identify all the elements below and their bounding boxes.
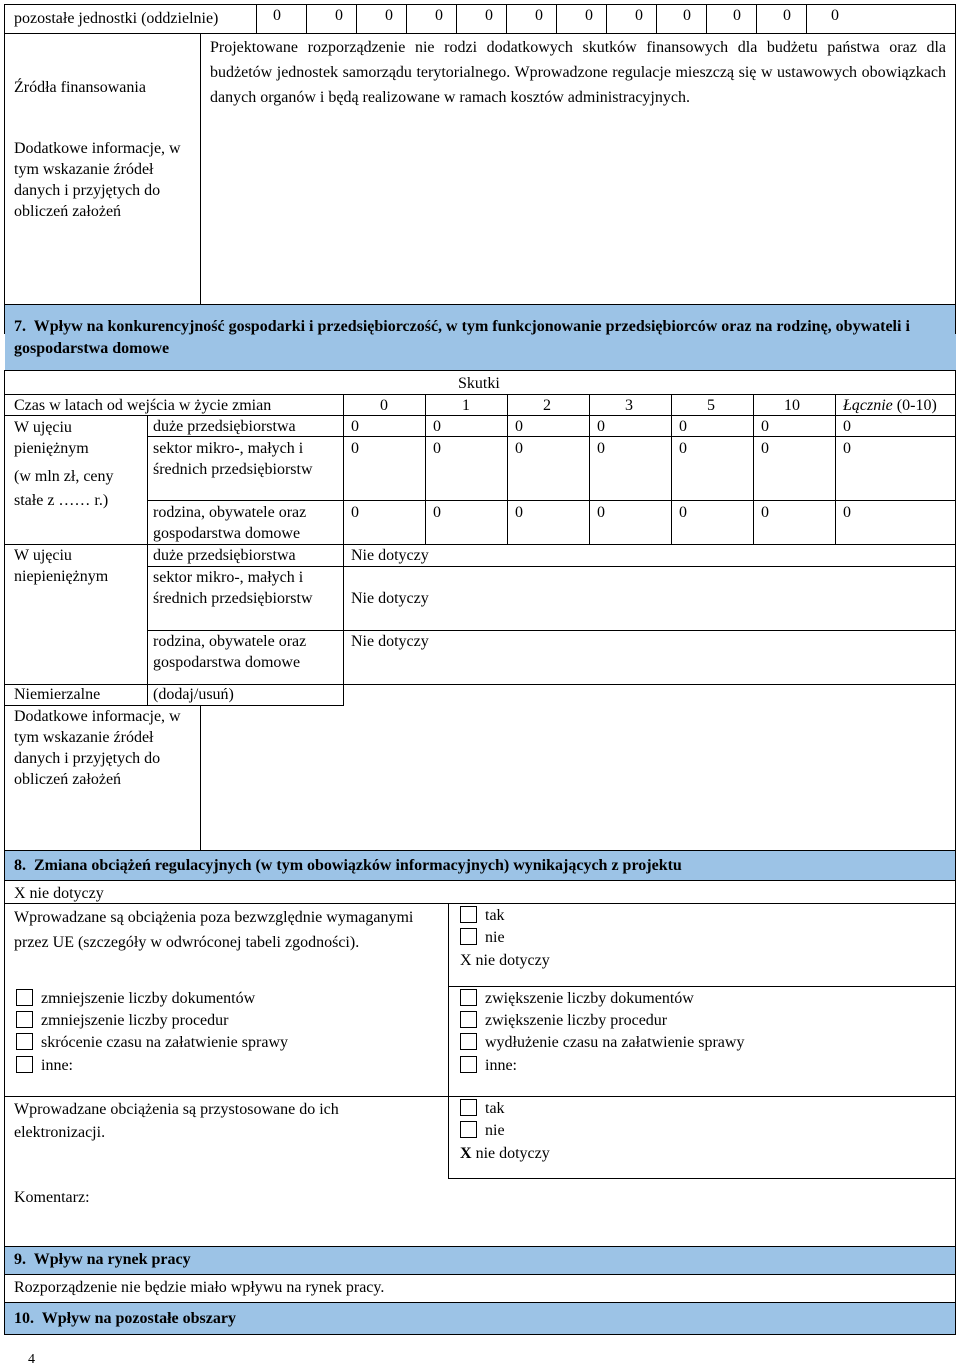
cell: 0	[433, 440, 441, 457]
top-value: 0	[683, 7, 691, 24]
cell: 0	[515, 418, 523, 435]
nm-value-households: Nie dotyczy	[351, 633, 429, 650]
total-italic: Łącznie	[843, 397, 893, 414]
yes-label: tak	[485, 907, 505, 924]
nm-value-large: Nie dotyczy	[351, 547, 429, 564]
financing-label: Źródła finansowania	[14, 79, 146, 96]
section8-number: 8.	[14, 857, 26, 874]
nm-label-large: duże przedsiębiorstwa	[153, 547, 296, 564]
section9-heading	[14, 1249, 191, 1270]
left-list-label: zmniejszenie liczby dokumentów	[41, 990, 256, 1007]
right-list-item[interactable]	[460, 1032, 744, 1054]
nonmonetary-label: W ujęciu niepieniężnym	[14, 547, 109, 585]
section7-number: 7.	[14, 318, 26, 335]
cell: 0	[679, 418, 687, 435]
left-list-item[interactable]	[16, 988, 255, 1010]
nm-label-households: rodzina, obywatele oraz gospodarstwa domowe	[153, 633, 307, 671]
left-list-item[interactable]	[16, 1055, 73, 1077]
cell: 0	[843, 504, 851, 521]
top-value: 0	[783, 7, 791, 24]
cell: 0	[515, 440, 523, 457]
cell: 0	[515, 504, 523, 521]
row-label-sme: sektor mikro-, małych i średnich przedsiębiorstw	[153, 440, 313, 478]
comment-label: Komentarz:	[14, 1189, 90, 1206]
nm-value-sme: Nie dotyczy	[351, 590, 429, 607]
financing-additional-label: Dodatkowe informacje, w tym wskazanie źródeł danych i przyjętych do obliczeń założeń	[14, 140, 181, 220]
cell: 0	[843, 418, 851, 435]
cell: 0	[597, 440, 605, 457]
section10-heading	[14, 1308, 236, 1329]
yes-label: tak	[485, 1100, 505, 1117]
unmeasurable-label: Niemierzalne	[14, 686, 101, 703]
year-header: 1	[462, 397, 470, 414]
cell: 0	[761, 418, 769, 435]
unmeasurable-value[interactable]: (dodaj/usuń)	[153, 686, 234, 703]
right-list-label: zwiększenie liczby dokumentów	[485, 990, 694, 1007]
top-value: 0	[733, 7, 741, 24]
year-header: 5	[707, 397, 715, 414]
year-header: 3	[625, 397, 633, 414]
right-list-item[interactable]	[460, 988, 694, 1010]
financing-text: Projektowane rozporządzenie nie rodzi dodatkowych skutków finansowych dla budżetu państwa oraz dla budżetów jednostek samorządu terytorialnego. Wprowadzone regulacje mieszczą się w ustawowych obowiązkach danych organów i będą realizowane w ramach kosztów administracyjnych.	[210, 39, 946, 106]
monetary-label: W ujęciu pieniężnym	[14, 419, 89, 457]
electronic-no-option[interactable]	[460, 1120, 505, 1142]
checkbox[interactable]	[16, 989, 33, 1006]
cell: 0	[351, 440, 359, 457]
checkbox[interactable]	[460, 1033, 477, 1050]
left-list-label: inne:	[41, 1057, 73, 1074]
year-header: 0	[380, 397, 388, 414]
time-label: Czas w latach od wejścia w życie zmian	[14, 397, 272, 414]
checkbox-yes[interactable]	[460, 906, 477, 923]
checkbox[interactable]	[460, 989, 477, 1006]
section7-title: Wpływ na konkurencyjność gospodarki i przedsiębiorczość, w tym funkcjonowanie przedsiębiorców oraz na rodzinę, obywateli i gospodarstwa domowe	[14, 318, 910, 357]
checkbox-no[interactable]	[460, 928, 477, 945]
left-list-label: skrócenie czasu na załatwienie sprawy	[41, 1034, 288, 1051]
checkbox-no[interactable]	[460, 1121, 477, 1138]
left-list-label: zmniejszenie liczby procedur	[41, 1012, 229, 1029]
checkbox[interactable]	[16, 1011, 33, 1028]
beyond-eu-text: Wprowadzane są obciążenia poza bezwzględnie wymaganymi przez UE (szczegóły w odwróconej tabeli zgodności).	[14, 909, 414, 951]
top-value: 0	[273, 7, 281, 24]
section7-additional-label: Dodatkowe informacje, w tym wskazanie źródeł danych i przyjętych do obliczeń założeń	[14, 708, 181, 788]
right-list-label: zwiększenie liczby procedur	[485, 1012, 668, 1029]
top-value: 0	[635, 7, 643, 24]
cell: 0	[761, 504, 769, 521]
page-number: 4	[28, 1352, 35, 1367]
right-list-label: wydłużenie czasu na załatwienie sprawy	[485, 1034, 745, 1051]
top-row-label: pozostałe jednostki (oddzielnie)	[14, 10, 219, 27]
left-list-item[interactable]	[16, 1032, 288, 1054]
cell: 0	[597, 418, 605, 435]
cell: 0	[597, 504, 605, 521]
monetary-unit: (w mln zł, ceny stałe z …… r.)	[14, 468, 114, 509]
total-range: (0-10)	[892, 397, 937, 414]
row-label-households: rodzina, obywatele oraz gospodarstwa domowe	[153, 504, 307, 542]
top-value: 0	[485, 7, 493, 24]
checkbox[interactable]	[460, 1056, 477, 1073]
cell: 0	[843, 440, 851, 457]
cell: 0	[761, 440, 769, 457]
x-mark: X	[460, 1145, 472, 1162]
cell: 0	[679, 504, 687, 521]
section9-text: Rozporządzenie nie będzie miało wpływu na rynek pracy.	[14, 1279, 385, 1296]
top-value: 0	[535, 7, 543, 24]
section8-title: Zmiana obciążeń regulacyjnych (w tym obowiązków informacyjnych) wynikających z projektu	[34, 857, 682, 874]
beyond-eu-no-option[interactable]	[460, 927, 505, 949]
checkbox-yes[interactable]	[460, 1099, 477, 1116]
cell: 0	[679, 440, 687, 457]
cell: 0	[351, 504, 359, 521]
no-label: nie	[485, 1122, 505, 1139]
top-value: 0	[335, 7, 343, 24]
checkbox[interactable]	[460, 1011, 477, 1028]
section10-title: Wpływ na pozostałe obszary	[41, 1310, 236, 1327]
nm-label-sme: sektor mikro-, małych i średnich przedsiębiorstw	[153, 569, 313, 607]
left-list-item[interactable]	[16, 1010, 228, 1032]
top-value: 0	[585, 7, 593, 24]
electronic-yes-option[interactable]	[460, 1098, 505, 1120]
section9-title: Wpływ na rynek pracy	[33, 1251, 191, 1268]
total-header	[843, 395, 937, 416]
row-label-large: duże przedsiębiorstwa	[153, 418, 296, 435]
na-label: nie dotyczy	[471, 1145, 550, 1162]
section7-heading	[14, 316, 948, 360]
cell: 0	[433, 418, 441, 435]
effects-label: Skutki	[458, 375, 500, 392]
right-list-item[interactable]	[460, 1055, 517, 1077]
electronic-text: Wprowadzane obciążenia są przystosowane do ich elektronizacji.	[14, 1101, 339, 1141]
top-value: 0	[385, 7, 393, 24]
top-value: 0	[435, 7, 443, 24]
beyond-eu-yes-option[interactable]	[460, 905, 505, 927]
checkbox[interactable]	[16, 1033, 33, 1050]
year-header: 10	[784, 397, 800, 414]
cell: 0	[351, 418, 359, 435]
no-label: nie	[485, 929, 505, 946]
section8-heading	[14, 855, 682, 876]
right-list-item[interactable]	[460, 1010, 667, 1032]
right-list-label: inne:	[485, 1057, 517, 1074]
section10-number: 10.	[14, 1310, 34, 1327]
year-header: 2	[543, 397, 551, 414]
section9-number: 9.	[14, 1251, 26, 1268]
electronic-na-option[interactable]	[460, 1143, 550, 1164]
beyond-eu-na-option[interactable]: X nie dotyczy	[460, 952, 550, 969]
top-value: 0	[831, 7, 839, 24]
section8-not-applicable[interactable]: X nie dotyczy	[14, 885, 104, 902]
checkbox[interactable]	[16, 1056, 33, 1073]
cell: 0	[433, 504, 441, 521]
